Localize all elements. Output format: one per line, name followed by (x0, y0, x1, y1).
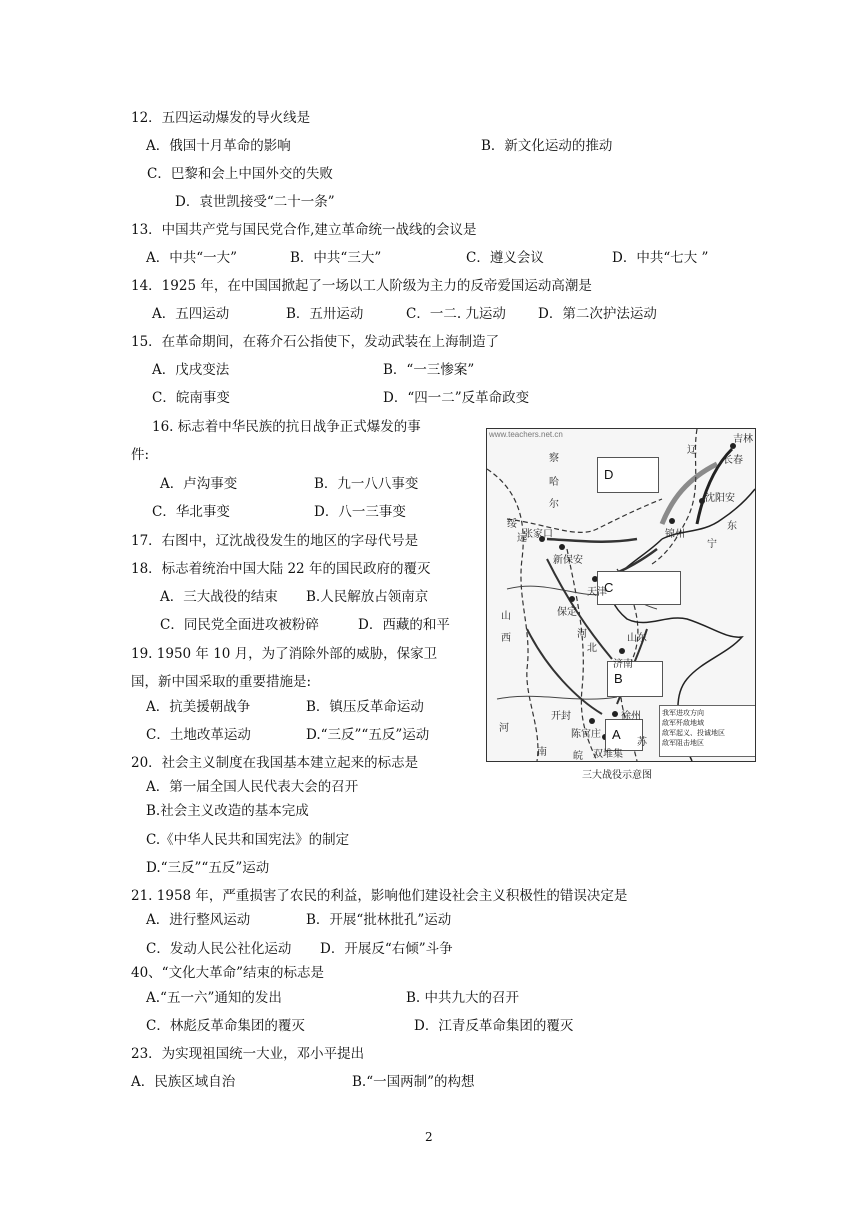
map-label-xuzhou: 徐州 (621, 711, 641, 722)
map-label-shuangduiji: 双堆集 (593, 749, 623, 760)
q19-option-c: C．土地改革运动 (146, 727, 251, 743)
q18-option-c: C．同民党全面进攻被粉碎 (160, 617, 319, 633)
q19-option-b: B．镇压反革命运动 (306, 699, 424, 715)
map-label-zhangjiakou: 张家口 (523, 529, 553, 540)
map-label-chahar: 察 (549, 453, 559, 464)
q14-option-a: A．五四运动 (152, 306, 230, 322)
map-label-chenguanzhuang: 陈官庄 (571, 729, 601, 740)
q13-option-c: C．遵义会议 (466, 250, 544, 266)
q14-option-d: D．第二次护法运动 (538, 306, 657, 322)
q21-option-d: D．开展反“右倾”斗争 (320, 941, 453, 957)
map-box-b: B (607, 661, 663, 697)
q14-option-b: B．五卅运动 (286, 306, 364, 322)
q20-stem: 20．社会主义制度在我国基本建立起来的标志是 (131, 755, 419, 771)
q40-option-c: C．林彪反革命集团的覆灭 (146, 1018, 305, 1034)
map-legend (659, 705, 756, 757)
q16-option-d: D．八一三事变 (314, 504, 406, 520)
map-label-xi: 西 (501, 633, 511, 644)
map-label-jinzhou: 锦州 (665, 529, 685, 540)
q20-option-a: A．第一届全国人民代表大会的召开 (146, 779, 359, 795)
q19-option-a: A．抗美援朝战争 (146, 699, 251, 715)
legend-item-blocking: 敌军阻击地区 (662, 739, 704, 747)
q18-option-d: D．西藏的和平 (358, 617, 450, 633)
map-label-nan: 南 (537, 747, 547, 758)
map-label-kaifeng: 开封 (551, 711, 571, 722)
map-label-ning: 宁 (707, 539, 717, 550)
q16-option-c: C．华北事变 (152, 504, 230, 520)
q19-stem-line1: 19. 1950 年 10 月，为了消除外部的威胁，保家卫 (131, 646, 438, 662)
legend-item-attack: 我军进攻方向 (662, 709, 704, 717)
q20-option-d: D.“三反”“五反”运动 (146, 860, 270, 876)
q19-option-d: D.“三反”“五反”运动 (306, 727, 430, 743)
map-label-ha: 哈 (549, 477, 559, 488)
map-label-shan: 山 (501, 611, 511, 622)
q21-option-b: B．开展“批林批孔”运动 (306, 912, 452, 928)
q23-stem: 23．为实现祖国统一大业，邓小平提出 (131, 1046, 365, 1062)
q12-option-d: D．袁世凯接受“二十一条” (175, 194, 335, 210)
map-label-jilin: 吉林 (733, 434, 753, 445)
q40-stem: 40、“文化大革命”结束的标志是 (131, 965, 324, 981)
q18-stem: 18．标志着统治中国大陆 22 年的国民政府的覆灭 (131, 561, 431, 577)
map-label-su: 苏 (637, 737, 647, 748)
q14-option-c: C．一二. 九运动 (406, 306, 506, 322)
q14-stem: 14．1925 年，在中国国掀起了一场以工人阶级为主力的反帝爱国运动高潮是 (131, 278, 592, 294)
map-caption: 三大战役示意图 (582, 770, 652, 781)
legend-item-annihilation: 敌军歼敌地域 (662, 719, 704, 727)
q12-stem: 12．五四运动爆发的导火线是 (131, 110, 311, 126)
q17-stem: 17．右图中，辽沈战役发生的地区的字母代号是 (131, 533, 419, 549)
q19-stem-line2: 国，新中国采取的重要措施是: (131, 674, 312, 690)
q40-option-d: D．江青反革命集团的覆灭 (414, 1018, 574, 1034)
q16-option-b: B．九一八八事变 (314, 476, 419, 492)
map-label-bei: 北 (587, 643, 597, 654)
map-label-er: 尔 (549, 499, 559, 510)
q18-option-a: A．三大战役的结束 (160, 589, 278, 605)
map-label-liao: 辽 (687, 445, 697, 456)
q12-option-c: C．巴黎和会上中国外交的失败 (147, 166, 333, 182)
map-box-a: A (605, 719, 643, 751)
map-label-yuan: 远 (517, 533, 527, 544)
map-box-d: D (597, 457, 659, 493)
page-number: 2 (425, 1130, 433, 1144)
map-label-baoding: 保定 (557, 607, 577, 618)
map-label-sui: 绥 (507, 519, 517, 530)
q21-stem: 21. 1958 年，严重损害了农民的利益，影响他们建设社会主义积极性的错误决定是 (131, 888, 628, 904)
map-label-tianjin: 天津 (587, 587, 607, 598)
q23-option-a: A．民族区域自治 (131, 1074, 236, 1090)
q15-option-a: A．戊戌变法 (152, 362, 230, 378)
q15-stem: 15．在革命期间，在蒋介石公指使下，发动武装在上海制造了 (131, 334, 500, 350)
q23-option-b: B.“一国两制”的构想 (352, 1074, 475, 1090)
q12-option-a: A．俄国十月革命的影响 (146, 138, 291, 154)
map-label-he-hebei: 河 (577, 629, 587, 640)
three-campaigns-map (486, 428, 756, 762)
q21-option-c: C．发动人民公社化运动 (146, 941, 292, 957)
q16-stem-line2: 件: (131, 447, 150, 463)
map-label-changchun: 长春 (723, 455, 743, 466)
q40-option-a: A.“五一六”通知的发出 (146, 990, 282, 1006)
map-label-xinbaoan: 新保安 (553, 555, 583, 566)
q20-option-c: C.《中华人民共和国宪法》的制定 (146, 832, 350, 848)
map-label-jinan: 济南 (613, 659, 633, 670)
map-label-shenyang: 沈阳 (705, 493, 725, 504)
q13-option-b: B．中共“三大” (290, 250, 382, 266)
q18-option-b: B.人民解放占领南京 (306, 589, 429, 605)
q20-option-b: B.社会主义改造的基本完成 (146, 803, 309, 819)
q15-option-d: D．“四一二”反革命政变 (383, 390, 530, 406)
q15-option-b: B．“一三惨案” (383, 362, 475, 378)
map-label-dong: 东 (727, 521, 737, 532)
q13-option-d: D．中共“七大 ” (612, 250, 709, 266)
q40-option-b: B. 中共九大的召开 (406, 990, 520, 1006)
map-label-shandong: 山东 (627, 633, 647, 644)
map-label-he-henan: 河 (499, 723, 509, 734)
map-label-wan: 皖 (573, 751, 583, 762)
map-label-an: 安 (725, 493, 735, 504)
map-watermark: www.teachers.net.cn (489, 430, 563, 439)
legend-item-uprising: 敌军起义、投诚地区 (662, 729, 725, 737)
q16-stem-line1: 16. 标志着中华民族的抗日战争正式爆发的事 (152, 419, 421, 435)
q13-stem: 13．中国共产党与国民党合作,建立革命统一战线的会议是 (131, 222, 477, 238)
map-box-c: C (597, 571, 681, 605)
q13-option-a: A．中共“一大” (146, 250, 238, 266)
q15-option-c: C．皖南事变 (152, 390, 230, 406)
q16-option-a: A．卢沟事变 (160, 476, 238, 492)
q21-option-a: A．进行整风运动 (146, 912, 251, 928)
q12-option-b: B．新文化运动的推动 (481, 138, 613, 154)
